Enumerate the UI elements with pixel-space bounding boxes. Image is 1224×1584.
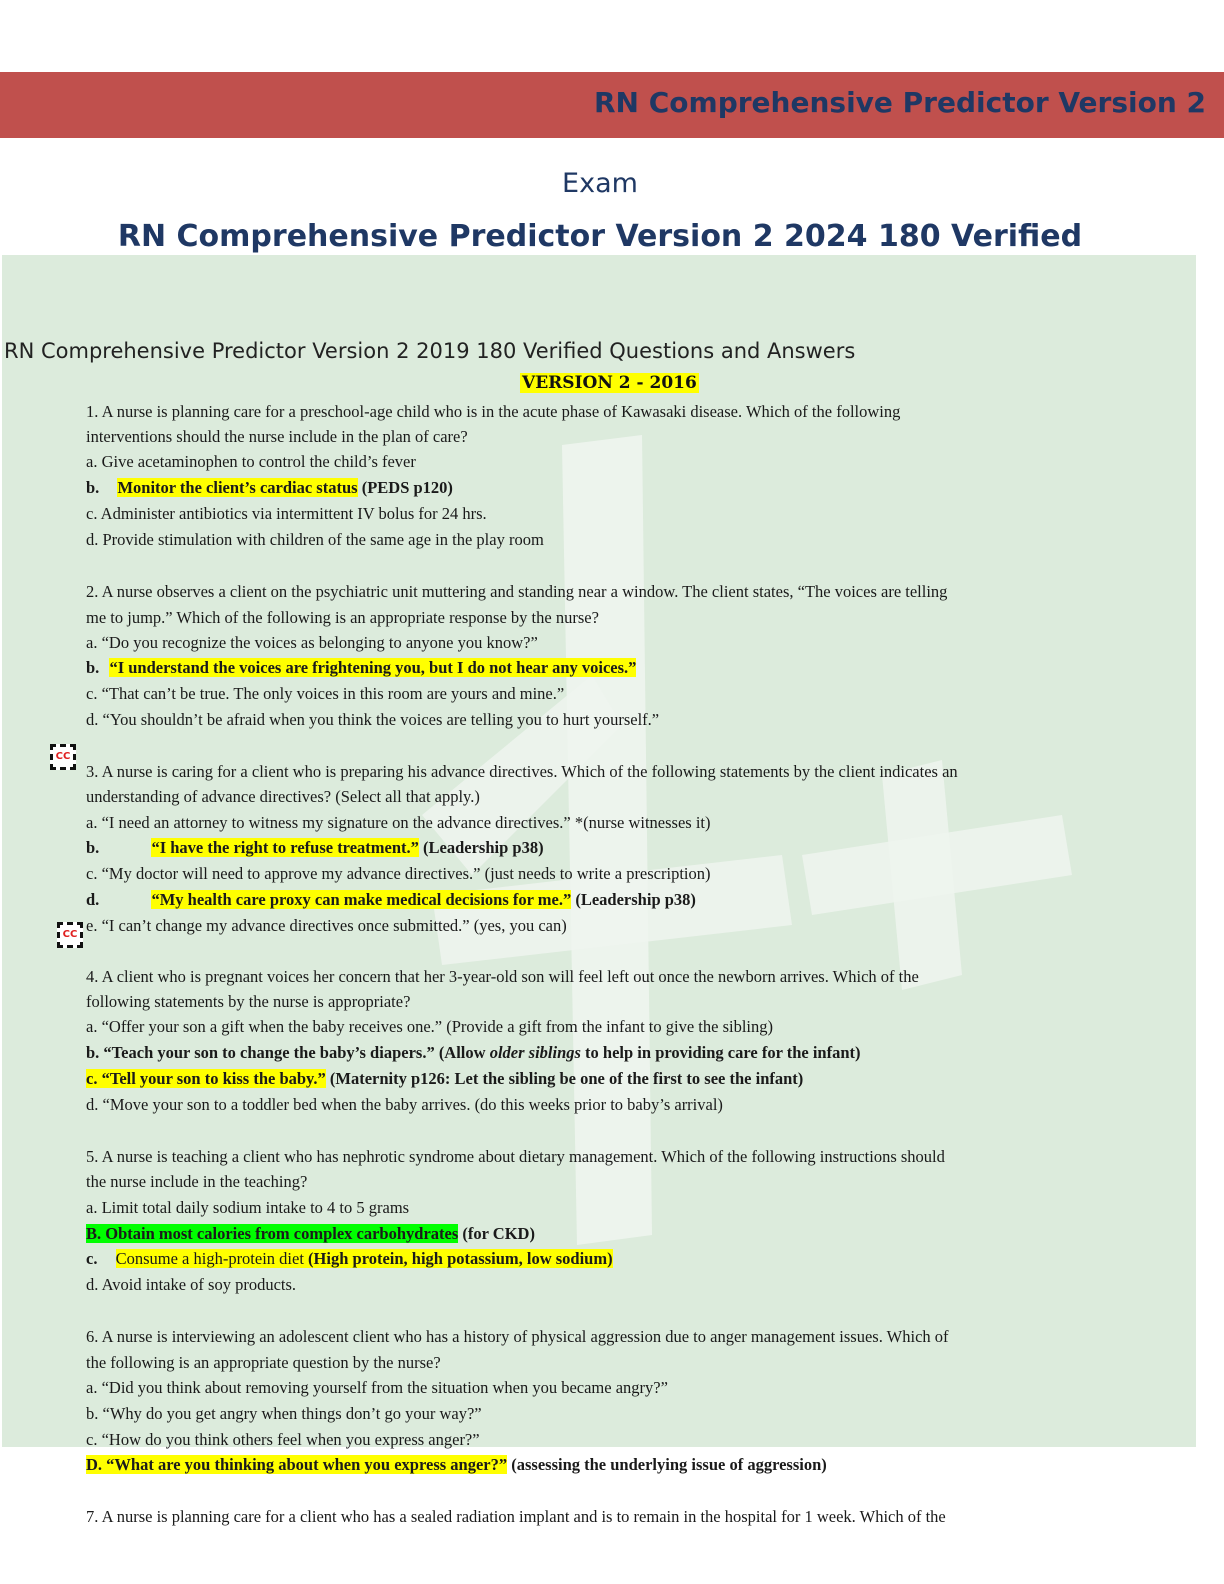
q4-option-c-note: (Maternity p126: Let the sibling be one of the first to see the infant) xyxy=(325,1069,804,1088)
q3-stem-line2: understanding of advance directives? (Select all that apply.) xyxy=(86,787,480,806)
q2-option-d: d. “You shouldn’t be afraid when you think the voices are telling you to hurt yourself.” xyxy=(86,710,660,729)
exam-label: Exam xyxy=(562,168,638,199)
q3-option-b-note: (Leadership p38) xyxy=(418,838,544,857)
q5-option-b xyxy=(86,1223,535,1245)
q3-option-b-letter: b. xyxy=(86,838,100,857)
page-title: RN Comprehensive Predictor Version 2 2024 180 Verified xyxy=(117,219,1083,254)
q6-option-d-note: (assessing the underlying issue of aggression) xyxy=(507,1455,827,1474)
q4-option-c-answer: c. “Tell your son to kiss the baby.” xyxy=(86,1069,326,1088)
q2-option-c: c. “That can’t be true. The only voices in this room are yours and mine.” xyxy=(86,684,565,703)
q3-stem-line1: 3. A nurse is caring for a client who is preparing his advance directives. Which of the following statements by the client indicates an xyxy=(86,762,958,781)
q2-option-b-answer: “I understand the voices are frightening you, but I do not hear any voices.” xyxy=(109,658,637,677)
q6-option-b: b. “Why do you get angry when things don’t go your way?” xyxy=(86,1404,482,1423)
q1-option-c: c. Administer antibiotics via intermittent IV bolus for 24 hrs. xyxy=(86,504,487,523)
document-subtitle: RN Comprehensive Predictor Version 2 2019 180 Verified Questions and Answers xyxy=(4,339,856,363)
q1-option-b-answer: Monitor the client’s cardiac status xyxy=(117,478,358,497)
header-banner xyxy=(0,72,1224,138)
q4-stem-line1: 4. A client who is pregnant voices her concern that her 3-year-old son will feel left out once the newborn arrives. Which of the xyxy=(86,967,919,986)
q3-option-a: a. “I need an attorney to witness my signature on the advance directives.” *(nurse witnesses it) xyxy=(86,813,711,832)
q2-stem-line1: 2. A nurse observes a client on the psychiatric unit muttering and standing near a window. The client states, “The voices are telling xyxy=(86,582,948,601)
q3-option-d-answer: “My health care proxy can make medical decisions for me.” xyxy=(151,890,572,909)
q6-option-c: c. “How do you think others feel when you express anger?” xyxy=(86,1430,480,1449)
q1-option-b xyxy=(86,477,453,499)
q2-option-a: a. “Do you recognize the voices as belonging to anyone you know?” xyxy=(86,633,538,652)
q5-stem-line1: 5. A nurse is teaching a client who has nephrotic syndrome about dietary management. Which of the following instructions should xyxy=(86,1147,945,1166)
q3-option-b xyxy=(86,837,544,859)
q5-option-b-note: (for CKD) xyxy=(458,1224,535,1243)
q6-stem-line2: the following is an appropriate question by the nurse? xyxy=(86,1353,441,1372)
q4-option-a: a. “Offer your son a gift when the baby receives one.” (Provide a gift from the infant to give the sibling) xyxy=(86,1017,773,1036)
banner-title: RN Comprehensive Predictor Version 2 xyxy=(594,86,1206,119)
q4-stem-line2: following statements by the nurse is appropriate? xyxy=(86,992,411,1011)
q6-option-d-answer: D. “What are you thinking about when you express anger?” xyxy=(86,1455,508,1474)
q4-option-c xyxy=(86,1068,803,1090)
q4-option-d: d. “Move your son to a toddler bed when the baby arrives. (do this weeks prior to baby’s arrival) xyxy=(86,1095,723,1114)
q7-stem-line1: 7. A nurse is planning care for a client who has a sealed radiation implant and is to remain in the hospital for 1 week. Which of the xyxy=(86,1507,946,1526)
q5-option-d: d. Avoid intake of soy products. xyxy=(86,1275,297,1294)
q4-option-b-italic: older siblings xyxy=(489,1043,581,1062)
q6-option-d xyxy=(86,1454,827,1476)
q5-option-c-letter: c. xyxy=(86,1249,98,1268)
q2-option-b-letter: b. xyxy=(86,658,100,677)
q5-option-c-answer: Consume a high-protein diet xyxy=(115,1249,309,1268)
q5-option-c-note: (High protein, high potassium, low sodium) xyxy=(308,1249,613,1268)
cc-icon[interactable]: CC xyxy=(57,922,83,948)
q3-option-b-answer: “I have the right to refuse treatment.” xyxy=(151,838,419,857)
q6-stem-line1: 6. A nurse is interviewing an adolescent client who has a history of physical aggression due to anger management issues. Which of xyxy=(86,1327,949,1346)
q6-option-a: a. “Did you think about removing yourself from the situation when you became angry?” xyxy=(86,1378,668,1397)
q1-option-b-letter: b. xyxy=(86,478,100,497)
q2-option-b xyxy=(86,657,636,679)
q4-option-b-part1: b. “Teach your son to change the baby’s diapers.” (Allow xyxy=(86,1043,490,1062)
version-label: VERSION 2 - 2016 xyxy=(522,373,697,393)
q5-option-a: a. Limit total daily sodium intake to 4 to 5 grams xyxy=(86,1198,410,1217)
q1-option-a: a. Give acetaminophen to control the child’s fever xyxy=(86,452,416,471)
q5-option-b-answer: B. Obtain most calories from complex carbohydrates xyxy=(86,1224,459,1243)
q3-option-c: c. “My doctor will need to approve my advance directives.” (just needs to write a prescription) xyxy=(86,864,711,883)
q5-stem-line2: the nurse include in the teaching? xyxy=(86,1172,308,1191)
q3-option-d-note: (Leadership p38) xyxy=(571,890,696,909)
q3-option-e: e. “I can’t change my advance directives once submitted.” (yes, you can) xyxy=(86,916,567,935)
q1-option-b-note: (PEDS p120) xyxy=(357,478,453,497)
q1-stem-line1: 1. A nurse is planning care for a preschool-age child who is in the acute phase of Kawasaki disease. Which of the following xyxy=(86,402,901,421)
q3-option-d xyxy=(86,889,696,911)
q3-option-d-letter: d. xyxy=(86,890,100,909)
q1-option-d: d. Provide stimulation with children of the same age in the play room xyxy=(86,530,544,549)
q1-stem-line2: interventions should the nurse include in the plan of care? xyxy=(86,427,468,446)
q5-option-c xyxy=(86,1248,613,1270)
cc-icon[interactable]: CC xyxy=(50,744,76,770)
q4-option-b xyxy=(86,1042,861,1064)
q4-option-b-part2: to help in providing care for the infant) xyxy=(580,1043,861,1062)
q2-stem-line2: me to jump.” Which of the following is an appropriate response by the nurse? xyxy=(86,608,599,627)
